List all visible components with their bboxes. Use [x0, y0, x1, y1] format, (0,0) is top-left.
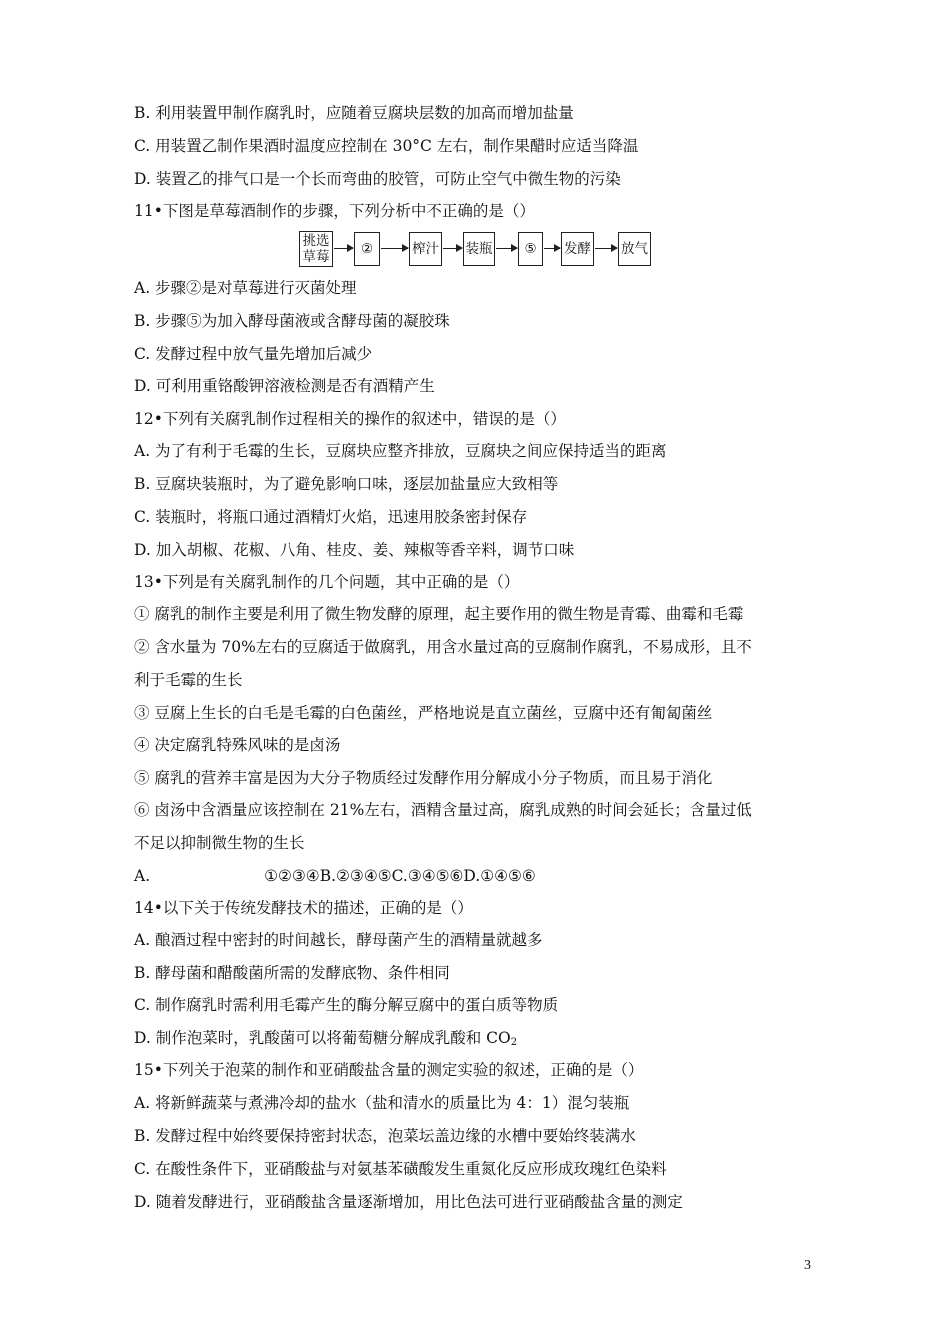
page-number: 3	[804, 1258, 811, 1273]
q13-statement-3: ③ 豆腐上生长的白毛是毛霉的白色菌丝，严格地说是直立菌丝，豆腐中还有匍匐菌丝	[134, 704, 713, 722]
flow-arrow	[443, 248, 462, 249]
flow-arrow	[544, 248, 560, 249]
q13-statement-6-cont: 不足以抑制微生物的生长	[134, 834, 305, 852]
flow-step-ferment: 发酵	[561, 232, 594, 266]
q11-option-a: A. 步骤②是对草莓进行灭菌处理	[134, 279, 357, 297]
question-14: 14•以下关于传统发酵技术的描述，正确的是（）	[134, 899, 473, 917]
q15-option-c: C. 在酸性条件下，亚硝酸盐与对氨基苯磺酸发生重氮化反应形成玫瑰红色染料	[134, 1160, 667, 1178]
q14-option-c: C. 制作腐乳时需利用毛霉产生的酶分解豆腐中的蛋白质等物质	[134, 996, 559, 1014]
q13-statement-1: ① 腐乳的制作主要是利用了微生物发酵的原理，起主要作用的微生物是青霉、曲霉和毛霉	[134, 605, 744, 623]
q13-statement-4: ④ 决定腐乳特殊风味的是卤汤	[134, 736, 341, 754]
q13-options	[134, 866, 536, 886]
q14-option-d	[134, 1028, 517, 1053]
q11-option-d: D. 可利用重铬酸钾溶液检测是否有酒精产生	[134, 377, 435, 395]
q13-statement-6: ⑥ 卤汤中含酒量应该控制在 21%左右，酒精含量过高，腐乳成熟的时间会延长；含量过低	[134, 801, 752, 819]
q13-statement-2: ② 含水量为 70%左右的豆腐适于做腐乳，用含水量过高的豆腐制作腐乳，不易成形，且不	[134, 638, 752, 656]
q12-option-a: A. 为了有利于毛霉的生长，豆腐块应整齐排放，豆腐块之间应保持适当的距离	[134, 442, 667, 460]
q13-option-label: A.	[134, 867, 151, 885]
option-c-q10: C. 用装置乙制作果酒时温度应控制在 30°C 左右，制作果醋时应适当降温	[134, 137, 639, 155]
flow-step-juice: 榨汁	[409, 232, 442, 266]
flow-arrow	[496, 248, 517, 249]
q14-option-a: A. 酿酒过程中密封的时间越长，酵母菌产生的酒精量就越多	[134, 931, 543, 949]
flow-step-select-strawberry	[299, 231, 333, 267]
flow-arrow	[334, 248, 353, 249]
flow-step-1-line2: 草莓	[302, 249, 330, 265]
question-15: 15•下列关于泡菜的制作和亚硝酸盐含量的测定实验的叙述，正确的是（）	[134, 1061, 644, 1079]
q14-option-d-subscript: 2	[510, 1037, 518, 1048]
q15-option-a: A. 将新鲜蔬菜与煮沸冷却的盐水（盐和清水的质量比为 4：1）混匀装瓶	[134, 1094, 630, 1112]
question-12: 12•下列有关腐乳制作过程相关的操作的叙述中，错误的是（）	[134, 410, 566, 428]
flow-step-5: ⑤	[518, 232, 543, 266]
q13-statement-5: ⑤ 腐乳的营养丰富是因为大分子物质经过发酵作用分解成小分子物质，而且易于消化	[134, 769, 713, 787]
q11-option-c: C. 发酵过程中放气量先增加后减少	[134, 345, 373, 363]
question-13: 13•下列是有关腐乳制作的几个问题，其中正确的是（）	[134, 573, 520, 591]
q12-option-c: C. 装瓶时，将瓶口通过酒精灯火焰，迅速用胶条密封保存	[134, 508, 528, 526]
strawberry-wine-flowchart	[299, 232, 659, 268]
flow-step-bottle: 装瓶	[463, 232, 495, 266]
q14-option-b: B. 酵母菌和醋酸菌所需的发酵底物、条件相同	[134, 964, 450, 982]
option-b-q10: B. 利用装置甲制作腐乳时，应随着豆腐块层数的加高而增加盐量	[134, 104, 574, 122]
q12-option-b: B. 豆腐块装瓶时，为了避免影响口味，逐层加盐量应大致相等	[134, 475, 559, 493]
flow-step-2: ②	[354, 232, 380, 266]
q14-option-d-text: D. 制作泡菜时，乳酸菌可以将葡萄糖分解成乳酸和 CO	[134, 1029, 511, 1047]
q15-option-d: D. 随着发酵进行，亚硝酸盐含量逐渐增加，用比色法可进行亚硝酸盐含量的测定	[134, 1193, 683, 1211]
q15-option-b: B. 发酵过程中始终要保持密封状态，泡菜坛盖边缘的水槽中要始终装满水	[134, 1127, 636, 1145]
flow-arrow	[595, 248, 617, 249]
flow-step-1-line1: 挑选	[302, 233, 330, 249]
q11-option-b: B. 步骤⑤为加入酵母菌液或含酵母菌的凝胶珠	[134, 312, 450, 330]
q12-option-d: D. 加入胡椒、花椒、八角、桂皮、姜、辣椒等香辛料，调节口味	[134, 541, 575, 559]
flow-step-vent: 放气	[618, 232, 651, 266]
q13-statement-2-cont: 利于毛霉的生长	[134, 671, 243, 689]
option-d-q10: D. 装置乙的排气口是一个长而弯曲的胶管，可防止空气中微生物的污染	[134, 170, 621, 188]
question-11: 11•下图是草莓酒制作的步骤，下列分析中不正确的是（）	[134, 202, 535, 220]
flow-arrow	[381, 248, 408, 249]
q13-option-choices: ①②③④B.②③④⑤C.③④⑤⑥D.①④⑤⑥	[264, 867, 536, 885]
